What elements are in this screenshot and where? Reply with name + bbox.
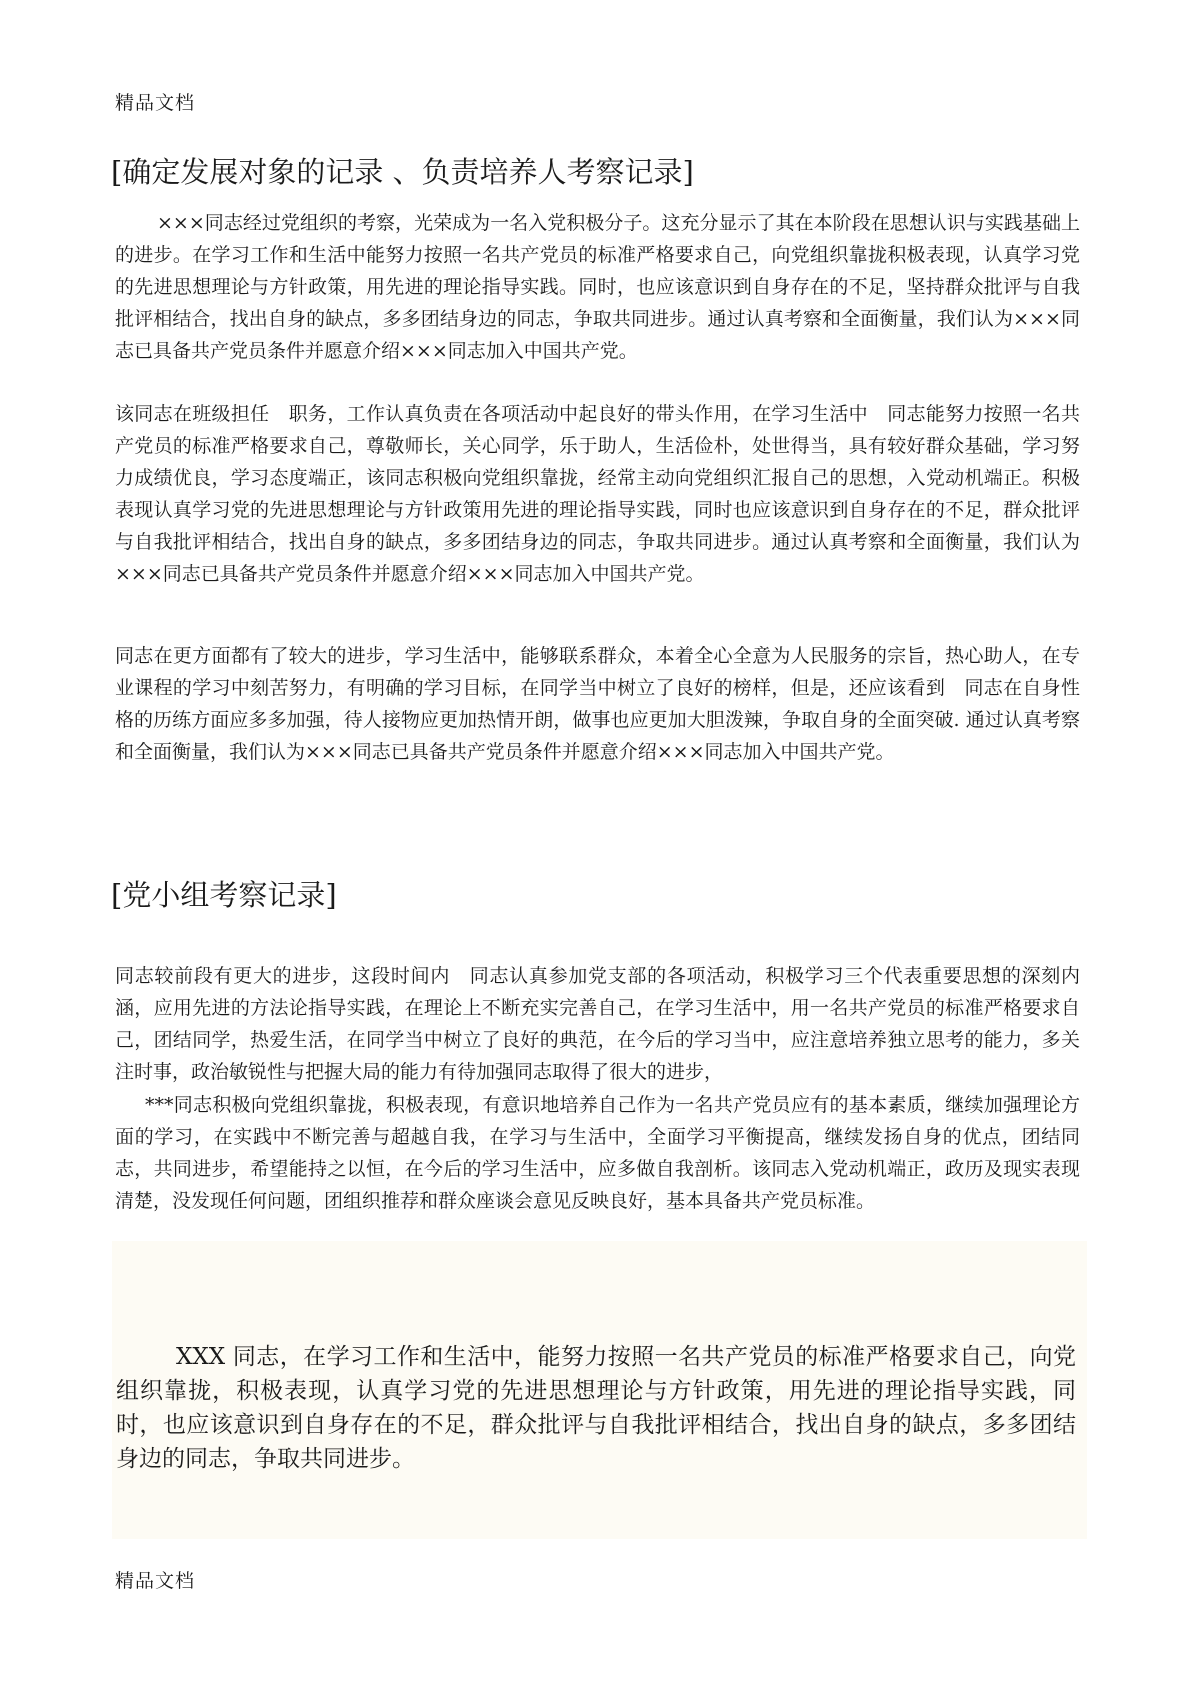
paragraph: ×××同志经过党组织的考察，光荣成为一名入党积极分子。这充分显示了其在本阶段在思想认识与实践基础上的进步。在学习工作和生活中能努力按照一名共产党员的标准严格要求自己，向党组织靠拢积极表现，认真学习党的先进思想理论与方针政策，用先进的理论指导实践。同时，也应该意识到自身存在的不足，坚持群众批评与自我批评相结合，找出自身的缺点，多多团结身边的同志，争取共同进步。通过认真考察和全面衡量，我们认为×××同志已具备共产党员条件并愿意介绍×××同志加入中国共产党。 xyxy=(115,212,1080,362)
paragraph: ***同志积极向党组织靠拢，积极表现，有意识地培养自己作为一名共产党员应有的基本素质，继续加强理论方面的学习，在实践中不断完善与超越自我，在学习与生活中，全面学习平衡提高，继续发扬自身的优点，团结同志，共同进步，希望能持之以恒，在今后的学习生活中，应多做自我剖析。该同志入党动机端正，政历及现实表现清楚，没发现任何问题，团组织推荐和群众座谈会意见反映良好，基本具备共产党员标准。 xyxy=(115,1094,1080,1212)
paragraph: 该同志在班级担任 职务，工作认真负责在各项活动中起良好的带头作用，在学习生活中 同志能努力按照一名共产党员的标准严格要求自己，尊敬师长，关心同学，乐于助人，生活俭朴，处世得当，具有较好群众基础，学习努力成绩优良，学习态度端正，该同志积极向党组织靠拢，经常主动向党组织汇报自己的思想，入党动机端正。积极表现认真学习党的先进思想理论与方针政策用先进的理论指导实践，同时也应该意识到自身存在的不足，群众批评与自我批评相结合，找出自身的缺点，多多团结身边的同志，争取共同进步。通过认真考察和全面衡量，我们认为×××同志已具备共产党员条件并愿意介绍×××同志加入中国共产党。 xyxy=(115,403,1080,585)
page-header-label: 精品文档 xyxy=(115,92,196,114)
section-heading-party-group-record: [党小组考察记录] xyxy=(111,878,337,912)
section-heading-development-record: [确定发展对象的记录 、负责培养人考察记录] xyxy=(111,155,694,189)
highlight-text: XXX 同志，在学习工作和生活中，能努力按照一名共产党员的标准严格要求自己，向党组织靠拢，积极表现，认真学习党的先进思想理论与方针政策，用先进的理论指导实践，同时，也应该意识到自身存在的不足，群众批评与自我批评相结合，找出自身的缺点，多多团结身边的同志，争取共同进步。 xyxy=(116,1344,1076,1472)
paragraph: 同志在更方面都有了较大的进步，学习生活中，能够联系群众，本着全心全意为人民服务的宗旨，热心助人，在专业课程的学习中刻苦努力，有明确的学习目标，在同学当中树立了良好的榜样，但是，还应该看到 同志在自身性格的历练方面应多多加强，待人接物应更加热情开朗，做事也应更加大胆泼辣，争取自身的全面突破. 通过认真考察和全面衡量，我们认为×××同志已具备共产党员条件并愿意介绍×××同志加入中国共产党。 xyxy=(115,645,1080,763)
page-footer-label: 精品文档 xyxy=(115,1570,196,1592)
paragraph: 同志较前段有更大的进步，这段时间内 同志认真参加党支部的各项活动，积极学习三个代表重要思想的深刻内涵，应用先进的方法论指导实践，在理论上不断充实完善自己，在学习生活中，用一名共产党员的标准严格要求自己，团结同学，热爱生活，在同学当中树立了良好的典范，在今后的学习当中，应注意培养独立思考的能力，多关注时事，政治敏锐性与把握大局的能力有待加强同志取得了很大的进步， xyxy=(115,965,1080,1083)
